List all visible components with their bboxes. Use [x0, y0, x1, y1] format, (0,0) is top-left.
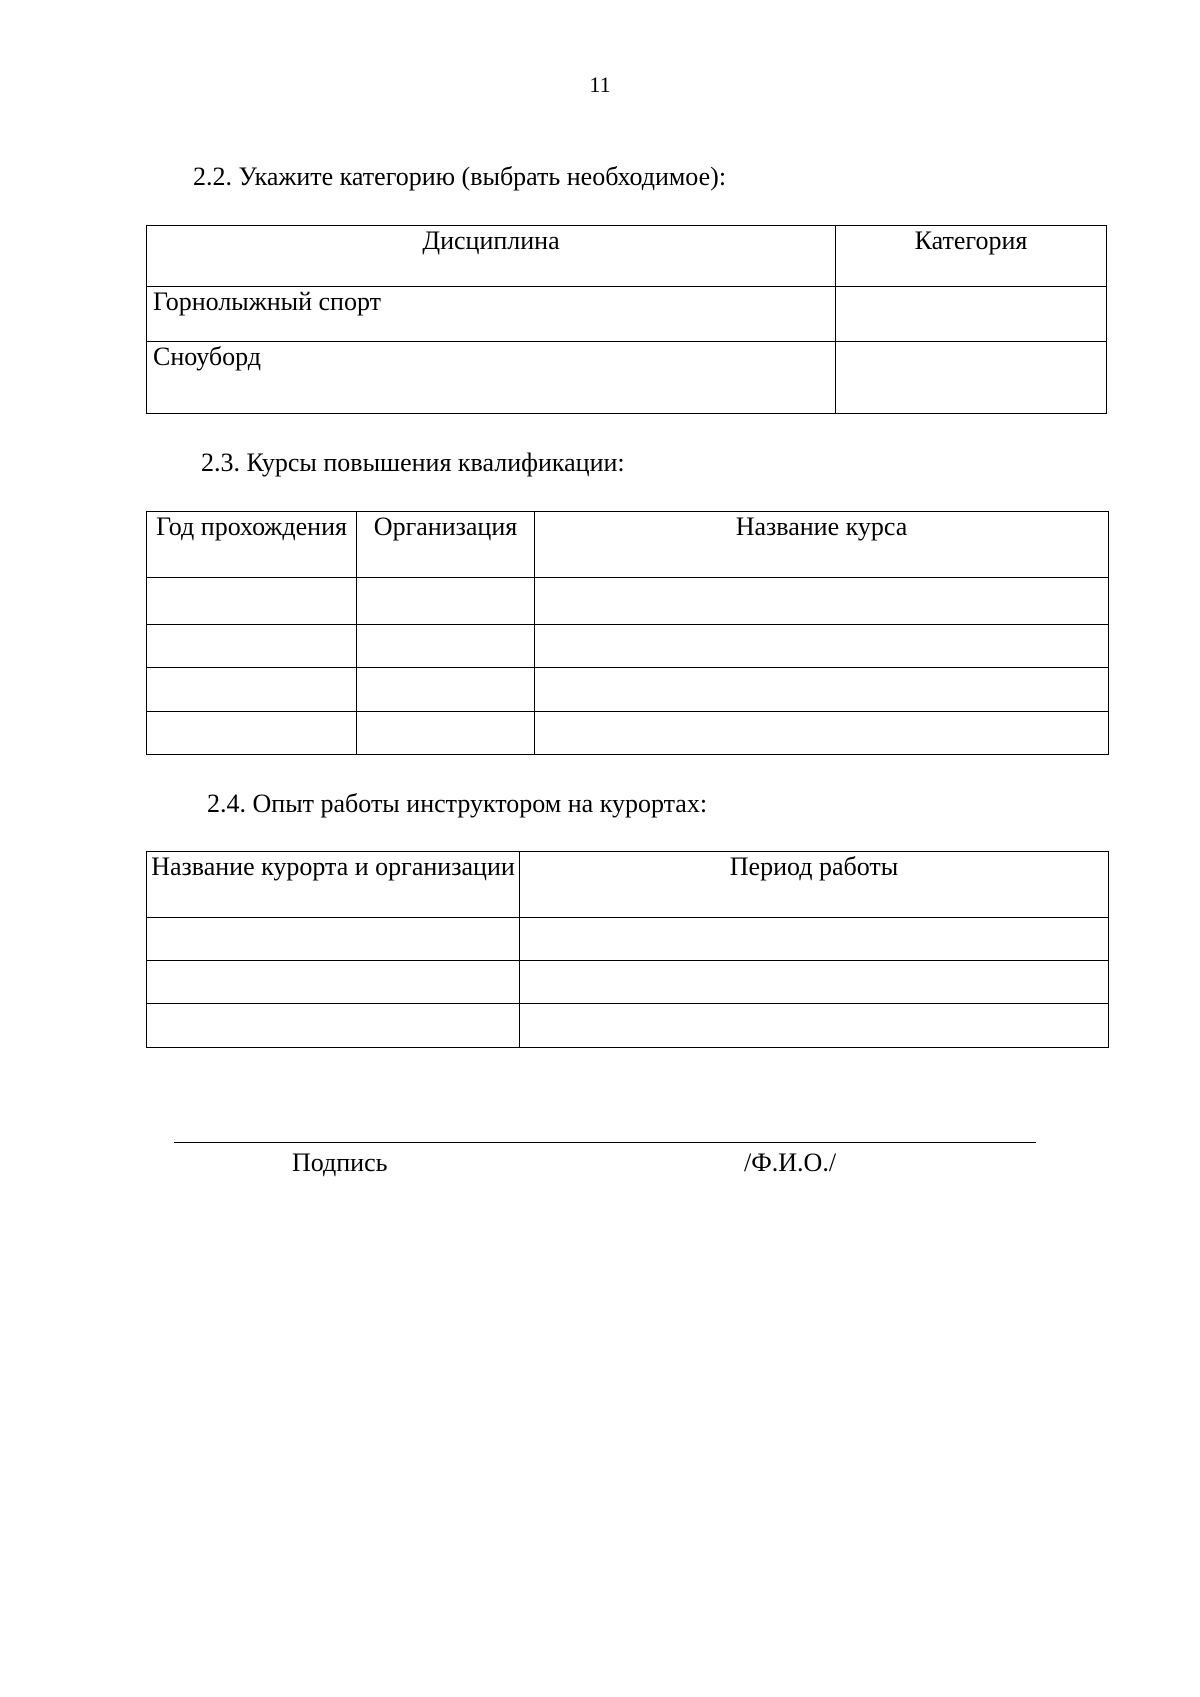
organization-cell[interactable]: [357, 625, 535, 668]
year-cell[interactable]: [147, 668, 357, 712]
course-name-cell[interactable]: [535, 625, 1109, 668]
table-row: [147, 342, 1107, 414]
header-discipline: Дисциплина: [147, 226, 836, 287]
organization-cell[interactable]: [357, 712, 535, 755]
courses-table: [146, 511, 1109, 755]
experience-table: [146, 851, 1109, 1048]
discipline-cell: Горнолыжный спорт: [147, 287, 836, 342]
section-2-2-heading: 2.2. Укажите категорию (выбрать необходимое):: [193, 162, 727, 191]
table-row: [147, 668, 1109, 712]
table-row: [147, 712, 1109, 755]
period-cell[interactable]: [520, 1004, 1109, 1048]
table-header-row: [147, 226, 1107, 287]
course-name-cell[interactable]: [535, 578, 1109, 625]
resort-cell[interactable]: [147, 961, 520, 1004]
organization-cell[interactable]: [357, 578, 535, 625]
table-row: [147, 961, 1109, 1004]
section-2-4-heading: 2.4. Опыт работы инструктором на курортах:: [207, 789, 708, 818]
table-row: [147, 918, 1109, 961]
period-cell[interactable]: [520, 961, 1109, 1004]
organization-cell[interactable]: [357, 668, 535, 712]
course-name-cell[interactable]: [535, 712, 1109, 755]
header-category: Категория: [836, 226, 1107, 287]
category-table: [146, 225, 1107, 414]
table-header-row: [147, 852, 1109, 918]
table-row: [147, 287, 1107, 342]
resort-cell[interactable]: [147, 918, 520, 961]
year-cell[interactable]: [147, 712, 357, 755]
table-row: [147, 578, 1109, 625]
category-input-cell[interactable]: [836, 342, 1107, 414]
header-work-period: Период работы: [520, 852, 1109, 918]
header-course-name: Название курса: [535, 512, 1109, 578]
year-cell[interactable]: [147, 625, 357, 668]
header-resort-organization: Название курорта и организации: [147, 852, 520, 918]
table-header-row: [147, 512, 1109, 578]
header-year: Год прохождения: [147, 512, 357, 578]
section-2-3-heading: 2.3. Курсы повышения квалификации:: [201, 448, 625, 477]
table-row: [147, 625, 1109, 668]
discipline-cell: Сноуборд: [147, 342, 836, 414]
header-organization: Организация: [357, 512, 535, 578]
period-cell[interactable]: [520, 918, 1109, 961]
page-number: 11: [589, 72, 611, 97]
course-name-cell[interactable]: [535, 668, 1109, 712]
year-cell[interactable]: [147, 578, 357, 625]
signature-label: Подпись: [292, 1148, 388, 1177]
table-row: [147, 1004, 1109, 1048]
signature-line[interactable]: [174, 1142, 1036, 1143]
resort-cell[interactable]: [147, 1004, 520, 1048]
full-name-label: /Ф.И.О./: [744, 1148, 837, 1177]
category-input-cell[interactable]: [836, 287, 1107, 342]
